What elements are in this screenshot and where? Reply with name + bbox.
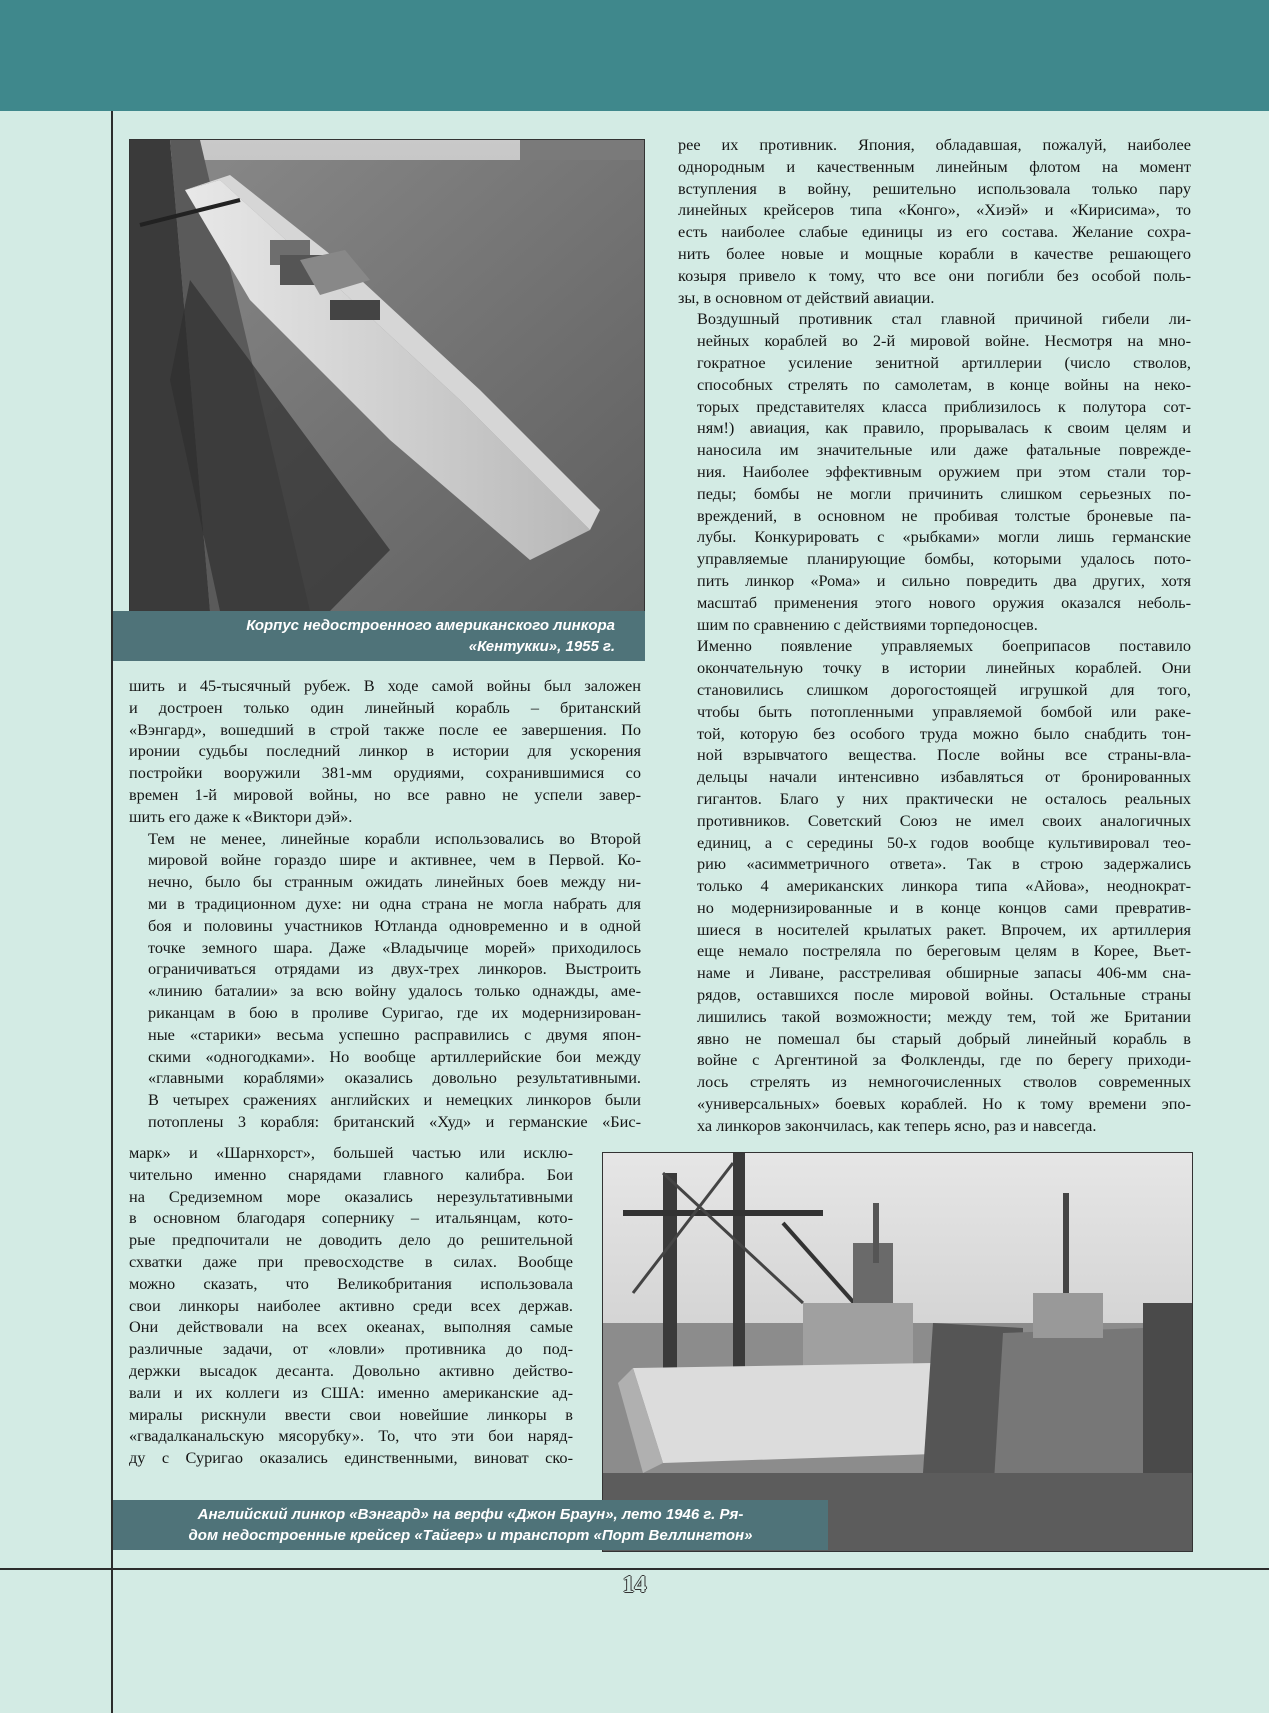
text-line: на Средиземном море оказались нерезультативными <box>129 1186 573 1206</box>
text-line: еще немало постреляла по береговым целям в Корее, Вьет- <box>697 941 1191 961</box>
text-line: лишились такой возможности; между тем, той же Британии <box>697 1006 1191 1026</box>
text-line: нить более новые и мощные корабли в качестве решающего <box>678 243 1191 263</box>
caption-line: «Кентукки», 1955 г. <box>468 638 615 655</box>
text-line: и достроен только один линейный корабль – британский <box>129 697 641 717</box>
text-line: можно сказать, что Великобритания использовала <box>129 1273 573 1293</box>
page-number: 14 <box>622 1572 647 1598</box>
paragraph-continuation <box>129 1142 573 1469</box>
text-line: в основном благодаря сопернику – итальянцам, кото- <box>129 1208 573 1228</box>
text-line: педы; бомбы не могли причинить слишком серьезных по- <box>697 483 1191 503</box>
text-line: вреждений, в основном не пробивая толстые броневые па- <box>697 505 1191 525</box>
text-line: гократное усиление зенитной артиллерии (число стволов, <box>697 352 1191 372</box>
text-line: нейных кораблей во 2-й мировой войне. Несмотря на мно- <box>697 331 1191 351</box>
text-line: шить его даже к «Виктори дэй». <box>129 806 353 826</box>
text-line: шим по сравнению с действиями торпедоносцев. <box>697 614 1038 634</box>
text-line: рые предпочитали не доводить дело до решительной <box>129 1230 573 1250</box>
text-line: рядов, оставшихся после мировой войны. Остальные страны <box>697 985 1191 1005</box>
text-line: чительно именно снарядами главного калибра. Бои <box>129 1164 573 1184</box>
right-column-text <box>678 134 1191 1137</box>
photo-kentucky-hull <box>129 139 645 612</box>
text-line: ния. Наиболее эффективным оружием при этом стали тор- <box>697 461 1191 481</box>
text-line: масштаб применения этого нового оружия оказался неболь- <box>697 592 1191 612</box>
text-line: дельцы начали интенсивно избавляться от бронированных <box>697 767 1191 787</box>
text-line: «гвадалканальскую мясорубку». То, что эти бои наряд- <box>129 1426 573 1446</box>
caption-line: Английский линкор «Вэнгард» на верфи «Джон Браун», лето 1946 г. Ря- <box>197 1506 744 1523</box>
text-line: пить линкор «Рома» и сильно повредить два других, хотя <box>697 570 1191 590</box>
text-line: зы, в основном от действий авиации. <box>678 287 935 307</box>
text-line: есть наиболее слабые единицы из его состава. Желание сохра- <box>678 222 1191 242</box>
text-line: В четырех сражениях английских и немецких линкоров были <box>148 1090 641 1110</box>
text-line: риканцам в бою в проливе Суригао, где их модернизирован- <box>148 1002 641 1022</box>
text-line: «универсальных» боевых кораблей. Но к тому времени эпо- <box>697 1094 1191 1114</box>
text-line: однородным и качественным линейным флотом на момент <box>678 156 1191 176</box>
text-line: потоплены 3 корабля: британский «Худ» и германские «Бис- <box>148 1111 641 1131</box>
text-line: нечно, было бы странным ожидать линейных боев между ни- <box>148 872 641 892</box>
text-line: лубы. Конкурировать с «рыбками» могли лишь германские <box>697 527 1191 547</box>
text-line: рию «асимметричного ответа». Так в строю задержались <box>697 854 1191 874</box>
text-line: скими «одногодками». Но вообще артиллерийские бои между <box>148 1046 641 1066</box>
text-line: торых представителях класса приблизилось к полутора сот- <box>697 396 1191 416</box>
text-line: миралы рискнули ввести свои новейшие линкоры в <box>129 1404 573 1424</box>
text-line: управляемые планирующие бомбы, которыми удалось пото- <box>697 549 1191 569</box>
text-line: наносила им значительные или даже фатальные поврежде- <box>697 440 1191 460</box>
left-column-text <box>129 675 641 1133</box>
text-line: ной взрывчатого вещества. После войны все страны-вла- <box>697 745 1191 765</box>
text-line: вступления в войну, решительно использовала только пару <box>678 178 1191 198</box>
header-band <box>0 0 1269 111</box>
text-line: ограничиваться отрядами из двух-трех линкоров. Выстроить <box>148 959 641 979</box>
caption-line: дом недостроенные крейсер «Тайгер» и транспорт «Порт Веллингтон» <box>188 1527 753 1544</box>
photo-vanguard-shipyard <box>602 1152 1193 1552</box>
text-line: единиц, а с середины 50-х годов вообще культивировал тео- <box>697 832 1191 852</box>
text-line: свои линкоры наиболее активно среди всех держав. <box>129 1295 573 1315</box>
text-line: различные задачи, от «ловли» противника до под- <box>129 1339 573 1359</box>
text-line: ные «старики» весьма успешно расправились с двумя япон- <box>148 1024 641 1044</box>
text-line: войне с Аргентиной за Фолкленды, где по берегу приходи- <box>697 1050 1191 1070</box>
text-line: окончательную точку в истории линейных кораблей. Они <box>697 658 1191 678</box>
photo-vanguard-image <box>603 1153 1192 1551</box>
left-column-narrow-text <box>129 1142 573 1469</box>
text-line: шить и 45-тысячный рубеж. В ходе самой войны был заложен <box>129 676 641 695</box>
text-line: мировой войне гораздо шире и активнее, чем в Первой. Ко- <box>148 850 641 870</box>
text-line: иронии судьбы последний линкор в истории для ускорения <box>129 741 641 761</box>
text-line: наме и Ливане, расстреливая обширные запасы 406-мм сна- <box>697 963 1191 983</box>
text-line: «Вэнгард», вошедший в строй также после ее завершения. По <box>129 719 641 739</box>
text-line: «линию баталии» за всю войну удалось только однажды, аме- <box>148 981 641 1001</box>
text-line: Тем не менее, линейные корабли использовались во Второй <box>148 828 641 848</box>
text-line: Именно появление управляемых боеприпасов поставило <box>697 636 1191 656</box>
text-line: Воздушный противник стал главной причиной гибели ли- <box>697 309 1191 329</box>
text-line: постройки вооружили 381-мм орудиями, сохранившимися со <box>129 763 641 783</box>
paragraph <box>678 134 1191 308</box>
text-line: марк» и «Шарнхорст», большей частью или исклю- <box>129 1143 573 1162</box>
text-line: Они действовали на всех океанах, выполняя самые <box>129 1317 573 1337</box>
text-line: ми в традиционном духе: ни одна страна не могла набрать для <box>148 893 641 913</box>
text-line: гигантов. Благо у них практически не осталось реальных <box>697 788 1191 808</box>
text-line: вали и их коллеги из США: именно американские ад- <box>129 1382 573 1402</box>
paragraph <box>129 828 641 1133</box>
text-line: линейных крейсеров типа «Конго», «Хиэй» и «Кирисима», то <box>678 200 1191 220</box>
text-line: но модернизированные и в конце концов сами превратив- <box>697 897 1191 917</box>
margin-rule <box>111 111 113 1713</box>
text-line: «главными кораблями» оказались довольно результативными. <box>148 1068 641 1088</box>
text-line: боя и половины участников Ютланда одновременно и в одной <box>148 915 641 935</box>
text-line: точке земного шара. Даже «Владычице морей» приходилось <box>148 937 641 957</box>
text-line: явно не помешал бы старый добрый линейный корабль в <box>697 1028 1191 1048</box>
text-line: ха линкоров закончилась, как теперь ясно, раз и навсегда. <box>697 1115 1097 1135</box>
text-line: противников. Советский Союз не имел своих аналогичных <box>697 810 1191 830</box>
text-line: способных стрелять по самолетам, в конце войны на неко- <box>697 374 1191 394</box>
text-line: становились слишком дорогостоящей игрушкой для того, <box>697 679 1191 699</box>
text-line: рее их противник. Япония, обладавшая, пожалуй, наиболее <box>678 135 1191 154</box>
text-line: лось стрелять из немногочисленных стволов современных <box>697 1072 1191 1092</box>
text-line: только 4 американских линкора типа «Айова», неоднократ- <box>697 876 1191 896</box>
photo-kentucky-caption <box>113 611 645 661</box>
paragraph <box>678 308 1191 635</box>
footer-rule <box>0 1568 1269 1570</box>
photo-vanguard-caption <box>113 1500 828 1550</box>
text-line: шиеся в носителей крылатых ракет. Впрочем, их артиллерия <box>697 919 1191 939</box>
text-line: той, которую без особого труда можно было снабдить тон- <box>697 723 1191 743</box>
text-line: держки высадок десанта. Довольно активно действо- <box>129 1360 573 1380</box>
text-line: схватки даже при превосходстве в силах. Вообще <box>129 1251 573 1271</box>
text-line: козыря привело к тому, что все они погибли без особой поль- <box>678 265 1191 285</box>
paragraph <box>678 635 1191 1136</box>
paragraph <box>129 675 641 828</box>
text-line: чтобы быть потопленными управляемой бомбой или ракe- <box>697 701 1191 721</box>
caption-line: Корпус недостроенного американского линкора <box>246 617 615 634</box>
text-line: времен 1-й мировой войны, но все равно не успели завер- <box>129 784 641 804</box>
text-line: ням!) авиация, как правило, прорывалась к своим целям и <box>697 418 1191 438</box>
text-line: ду с Суригао оказались единственными, виноват ско- <box>129 1448 573 1468</box>
photo-kentucky-image <box>130 140 644 611</box>
